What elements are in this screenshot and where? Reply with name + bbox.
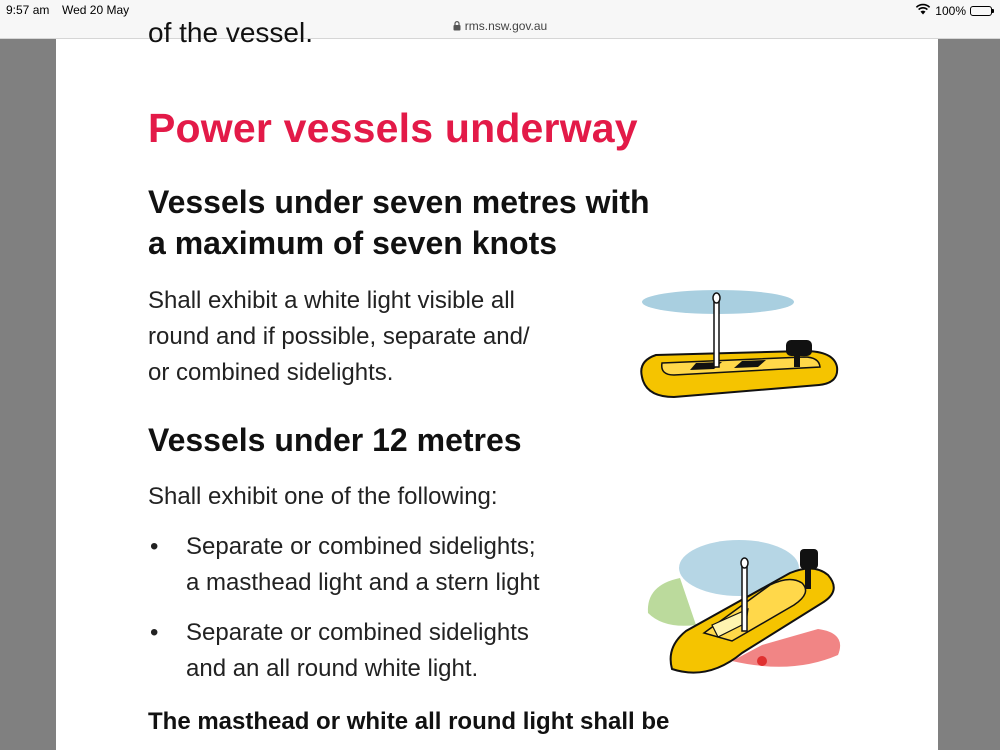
list-item-line1: Separate or combined sidelights xyxy=(186,619,529,646)
status-indicators xyxy=(915,3,992,18)
section-heading-2: Vessels under 12 metres xyxy=(148,422,522,458)
section-heading-line1: Vessels under seven metres with xyxy=(148,184,650,220)
cut-off-text: of the vessel. xyxy=(148,17,313,48)
bullet-icon: • xyxy=(150,619,159,646)
motorboat-icon xyxy=(642,533,852,681)
list-item xyxy=(150,529,540,601)
list-item-line2: and an all round white light. xyxy=(186,655,479,682)
status-time: 9:57 am xyxy=(6,3,50,17)
list-item-line1: Separate or combined sidelights; xyxy=(186,533,536,560)
list-item xyxy=(150,615,529,687)
battery-icon xyxy=(970,6,992,16)
wifi-icon xyxy=(915,3,931,18)
battery-percent: 100% xyxy=(935,3,966,18)
bullet-icon: • xyxy=(150,533,159,560)
list-item-line2: a masthead light and a stern light xyxy=(186,569,540,596)
body-text-line2: round and if possible, separate and/ xyxy=(148,323,530,350)
lock-icon xyxy=(453,20,461,34)
intro-text: Shall exhibit one of the following: xyxy=(148,483,498,510)
page-title: Power vessels underway xyxy=(148,105,638,151)
body-text-line3: or combined sidelights. xyxy=(148,359,394,386)
status-date: Wed 20 May xyxy=(62,3,130,17)
url-text: rms.nsw.gov.au xyxy=(464,19,548,33)
body-text-line1: Shall exhibit a white light visible all xyxy=(148,287,515,314)
inflatable-boat-icon xyxy=(634,285,844,410)
bottom-bold-text: The masthead or white all round light shall be xyxy=(148,708,670,735)
section-heading-line2: a maximum of seven knots xyxy=(148,225,558,261)
